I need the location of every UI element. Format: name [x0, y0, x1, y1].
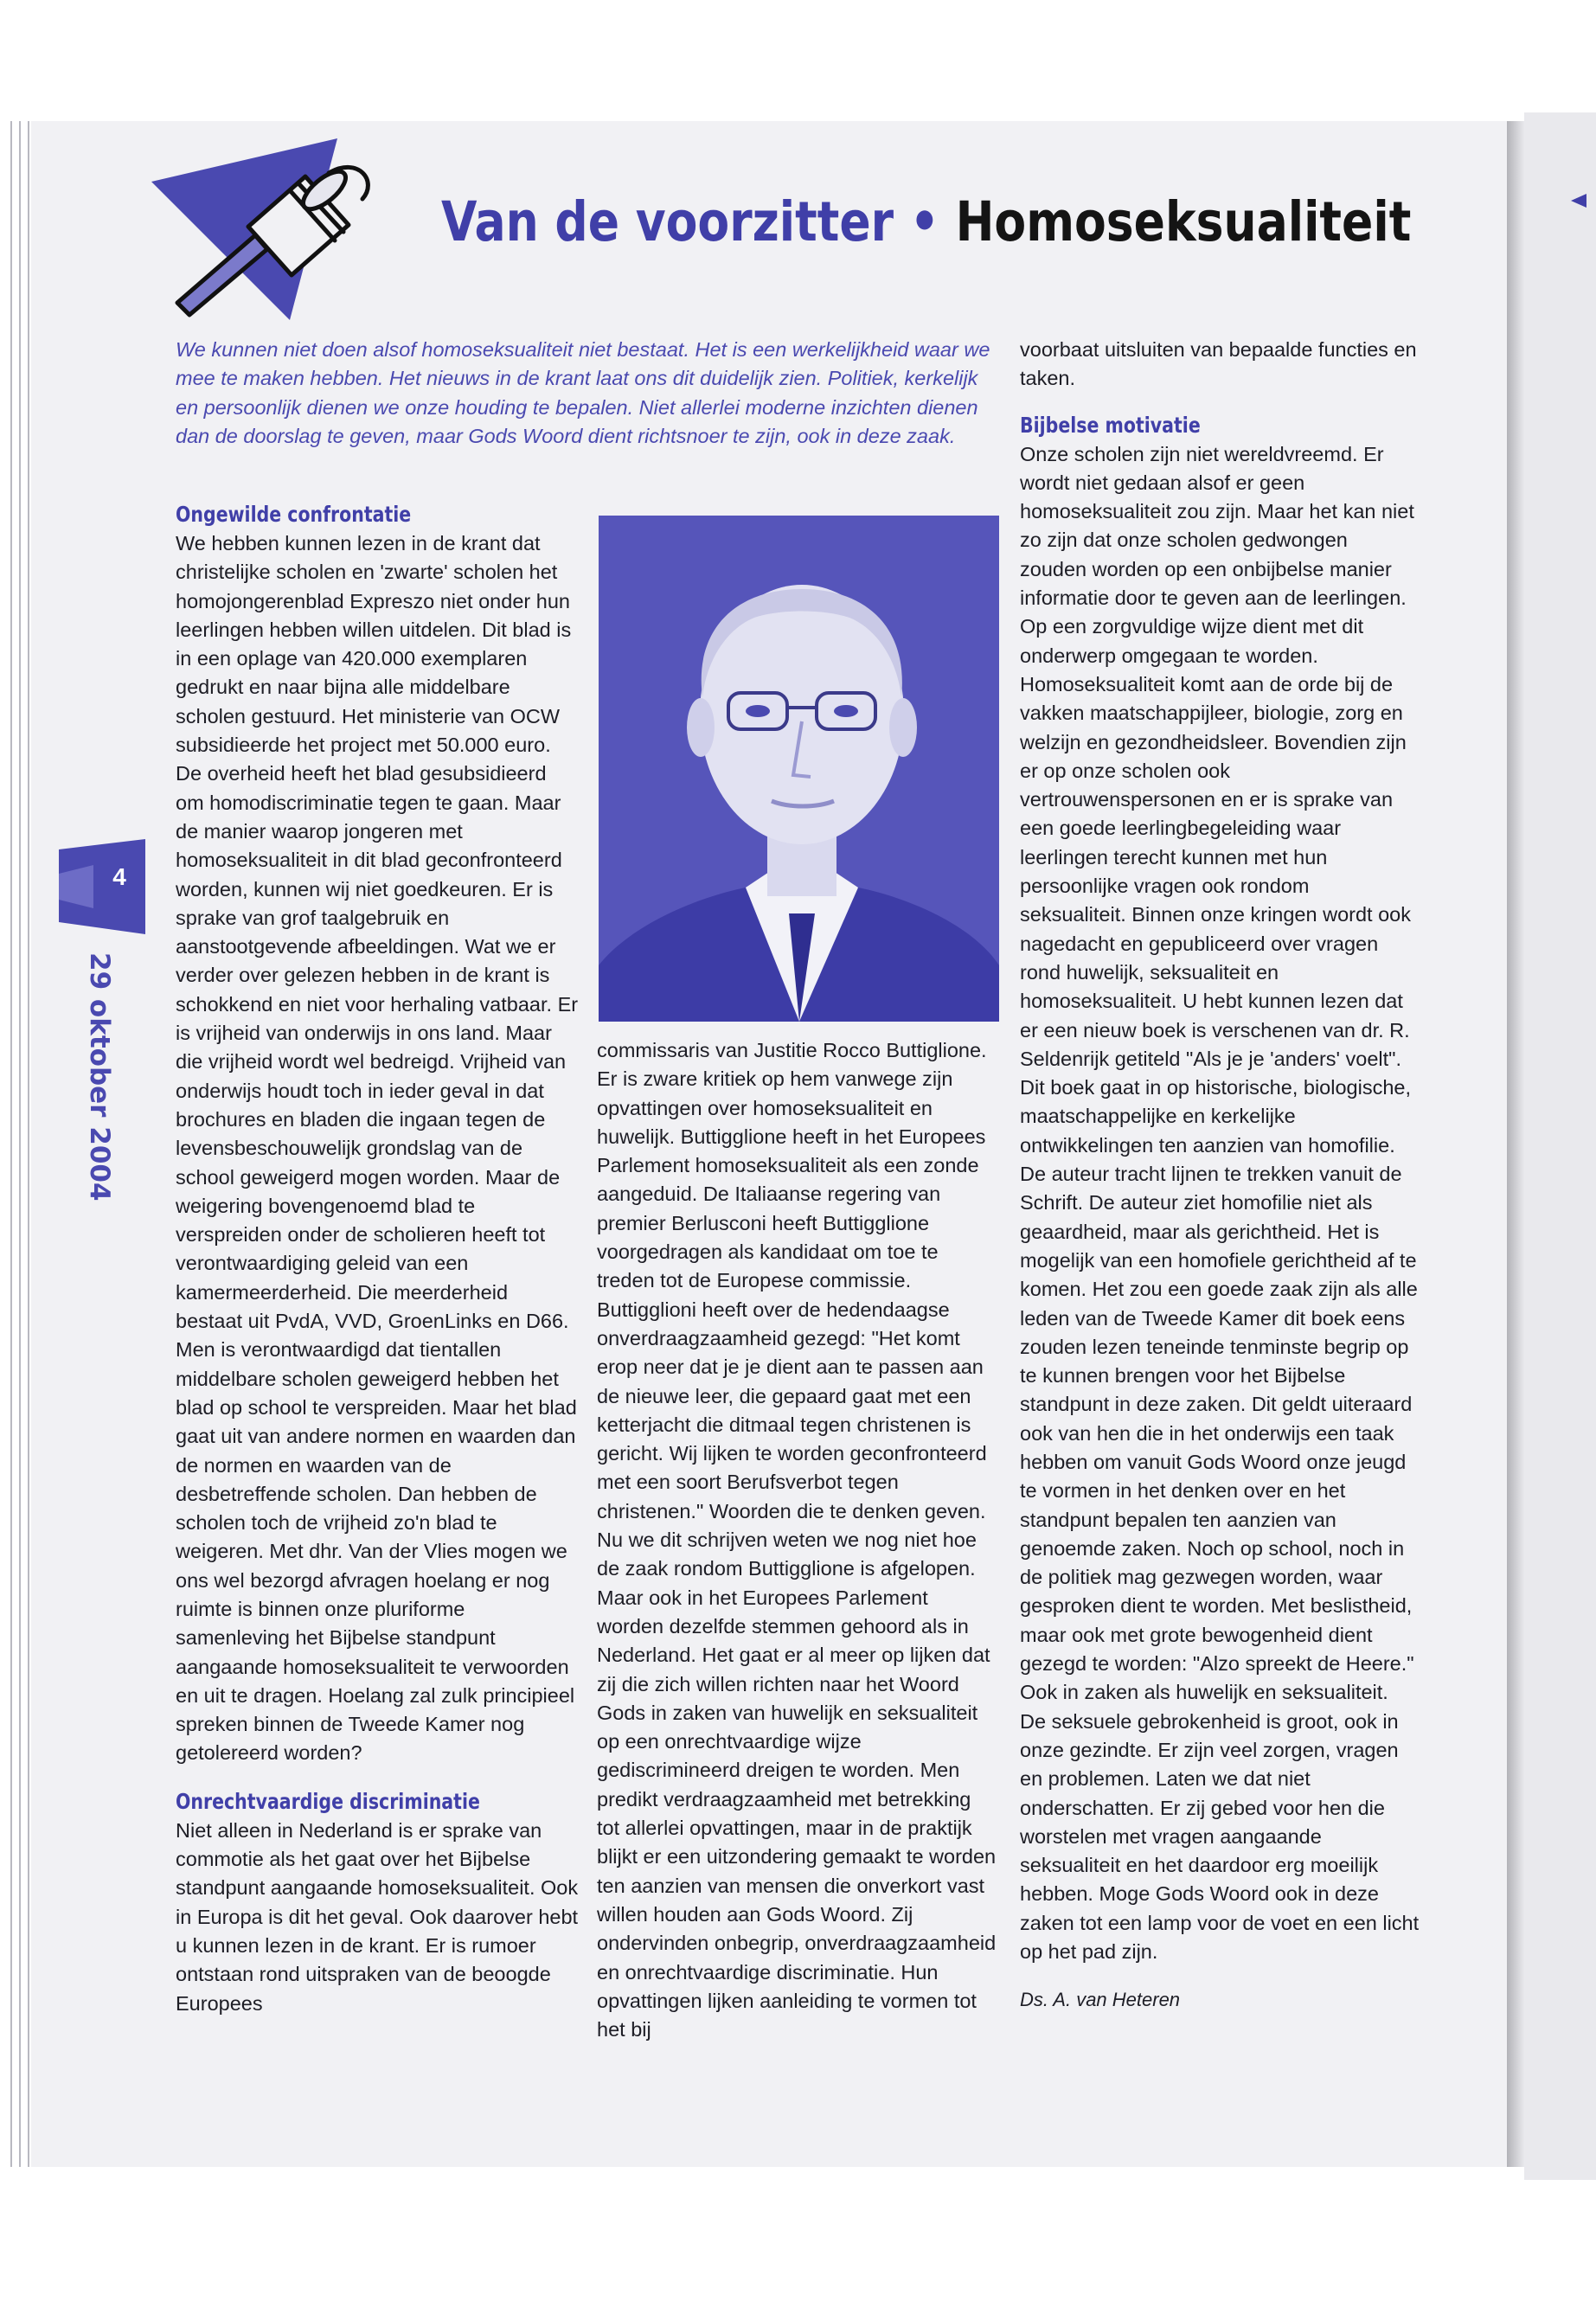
heading-ongewilde-confrontatie: Ongewilde confrontatie: [176, 502, 412, 527]
intro-text: We kunnen niet doen alsof homoseksualiteit niet bestaat. Het is een werkelijkheid waar we mee te maken hebben. Het nieuws in de krant laat ons dit duidelijk zien. Politiek, kerkelijk en persoonlijk dienen we onze houding te bepalen. Niet allerlei moderne inzichten dienen dan de doorslag te geven, maar Gods Woord dient richtsnoer te zijn, ook in deze zaak.: [176, 338, 990, 447]
column-left: [176, 500, 579, 2018]
next-page-triangle-icon: [1569, 190, 1590, 211]
next-page-edge: [1524, 112, 1596, 2180]
page-title: Van de voorzitter • Homoseksualiteit: [441, 190, 1412, 253]
intro-continued: voorbaat uitsluiten van bepaalde functies en taken.: [1020, 338, 1417, 390]
column-middle: [597, 1036, 999, 2044]
heading-onrechtvaardige-discriminatie: Onrechtvaardige discriminatie: [176, 1788, 480, 1814]
paragraph-onrechtvaardige-continued: commissaris van Justitie Rocco Buttiglione. Er is zware kritiek op hem vanwege zijn opvattingen over homoseksualiteit en huwelijk. Buttigglione heeft in het Europees Parlement homoseksualiteit als een zonde aangeduid. De Italiaanse regering van premier Berlusconi heeft Buttigglione voorgedragen als kandidaat om toe te treden tot de Europese commissie. Buttigglioni heeft over de hedendaagse onverdraagzaamheid gezegd: "Het komt erop neer dat je je dient aan te passen aan de nieuwe leer, die gepaard gaat met een ketterjacht die ditmaal tegen christenen is gericht. Wij lijken te worden geconfronteerd met een soort Berufsverbot tegen christenen." Woorden die te denken geven. Nu we dit schrijven weten we nog niet hoe de zaak rondom Buttigglione is afgelopen. Maar ook in het Europees Parlement worden dezelfde stemmen gehoord als in Nederland. Het gaat er al meer op lijken dat zij die zich willen richten naar het Woord Gods in zaken van huwelijk en seksualiteit op een onrechtvaardige wijze gediscrimineerd dreigen te worden. Men predikt verdraagzaamheid met betrekking tot allerlei opvattingen, maar in de praktijk blijkt er een uitzondering gemaakt te worden ten aanzien van mensen die onverkort vast willen houden aan Gods Woord. Zij ondervinden onbegrip, onverdraagzaamheid en onrechtvaardige discriminatie. Hun opvattingen lijken aanleiding te vormen tot het bij: [597, 1039, 997, 2041]
portrait-photo: [599, 516, 999, 1022]
page-number: 4: [112, 863, 126, 890]
paragraph-bijbelse: Onze scholen zijn niet wereldvreemd. Er wordt niet gedaan alsof er geen homoseksualiteit zou zijn. Maar het kan niet zo zijn dat onze scholen gedwongen zouden worden op een onbijbelse manier informatie door te geven aan de leerlingen. Op een zorgvuldige wijze dient met dit onderwerp omgegaan te worden. Homoseksualiteit komt aan de orde bij de vakken maatschappijleer, biologie, zorg en welzijn en gezondheidsleer. Bovendien zijn er op onze scholen ook vertrouwenspersonen en er is sprake van een goede leerlingbegeleiding waar leerlingen terecht kunnen met hun persoonlijke vragen ook rondom seksualiteit. Binnen onze kringen wordt ook nagedacht en gepubliceerd over vragen rond huwelijk, seksualiteit en homoseksualiteit. U hebt kunnen lezen dat er een nieuw boek is verschenen van dr. R. Seldenrijk getiteld "Als je je 'anders' voelt". Dit boek gaat in op historische, biologische, maatschappelijke en kerkelijke ontwikkelingen ten aanzien van homofilie. De auteur tracht lijnen te trekken vanuit de Schrift. De auteur ziet homofilie niet als geaardheid, maar als gerichtheid. Het is mogelijk van een homofiele gerichtheid af te komen. Het zou een goede zaak zijn als alle leden van de Tweede Kamer dit boek eens zouden lezen teneinde tenminste begrip op te kunnen brengen voor het Bijbelse standpunt in deze zaken. Dit geldt uiteraard ook van hen die in het onderwijs een taak hebben om vanuit Gods Woord onze jeugd te vormen in het denken over en het standpunt bepalen ten aanzien van genoemde zaken. Noch op school, noch in de politiek mag gezwegen worden, waar gesproken dient te worden. Met beslistheid, maar ook met grote bewogenheid dient gezegd te worden: "Alzo spreekt de Heere." Ook in zaken als huwelijk en seksualiteit. De seksuele gebrokenheid is groot, ook in onze gezindte. Er zijn veel zorgen, vragen en problemen. Laten we dat niet onderschatten. Er zij gebed voor hen die worstelen met vragen aangaande seksualiteit en het daardoor erg moeilijk hebben. Moge Gods Woord ook in deze zaken tot een lamp voor de voet en een licht op het pad zijn.: [1020, 442, 1420, 1964]
paragraph-ongewilde: We hebben kunnen lezen in de krant dat christelijke scholen en 'zwarte' scholen het homojongerenblad Expreszo niet onder hun leerlingen hebben willen uitdelen. Dit blad is in een oplage van 420.000 exemplaren gedrukt en naar bijna alle middelbare scholen gestuurd. Het ministerie van OCW subsidieerde het project met 50.000 euro. De overheid heeft het blad gesubsidieerd om homodiscriminatie tegen te gaan. Maar de manier waarop jongeren met homoseksualiteit in dit blad geconfronteerd worden, kunnen wij niet goedkeuren. Er is sprake van grof taalgebruik en aanstootgevende afbeeldingen. Wat we er verder over gelezen hebben in de krant is schokkend en niet voor herhaling vatbaar. Er is vrijheid van onderwijs in ons land. Maar die vrijheid wordt wel bedreigd. Vrijheid van onderwijs houdt toch in ieder geval in dat brochures en bladen die ingaan tegen de levensbeschouwelijk grondslag van de school geweigerd mogen worden. Maar de weigering bovengenoemd blad te verspreiden onder de scholieren heeft tot verontwaardiging geleid van een kamermeerderheid. Die meerderheid bestaat uit PvdA, VVD, GroenLinks en D66. Men is verontwaardigd dat tientallen middelbare scholen geweigerd hebben het blad op school te verspreiden. Maar het blad gaat uit van andere normen en waarden dan de normen en waarden van de desbetreffende scholen. Dan hebben de scholen toch de vrijheid zo'n blad te weigeren. Met dhr. Van der Vlies mogen we ons wel bezorgd afvragen hoelang er nog ruimte is binnen onze pluriforme samenleving het Bijbelse standpunt aangaande homoseksualiteit te verwoorden en uit te dragen. Hoelang zal zulk principieel spreken binnen de Tweede Kamer nog getolereerd worden?: [176, 532, 579, 1765]
paragraph-onrechtvaardige-start: Niet alleen in Nederland is er sprake van commotie als het gaat over het Bijbelse standpunt aangaande homoseksualiteit. Ook in Europa is dit het geval. Ook daarover hebt u kunnen lezen in de krant. Er is rumoer ontstaan rond uitspraken van de beoogde Europees: [176, 1818, 579, 2015]
issue-date: 29 oktober 2004: [84, 952, 115, 1202]
column-right: [1020, 336, 1420, 2015]
author-signature: Ds. A. van Heteren: [1020, 1989, 1181, 2011]
gavel-icon: [151, 138, 389, 324]
heading-bijbelse-motivatie: Bijbelse motivatie: [1020, 412, 1201, 438]
binding-gutter: [1507, 121, 1524, 2167]
